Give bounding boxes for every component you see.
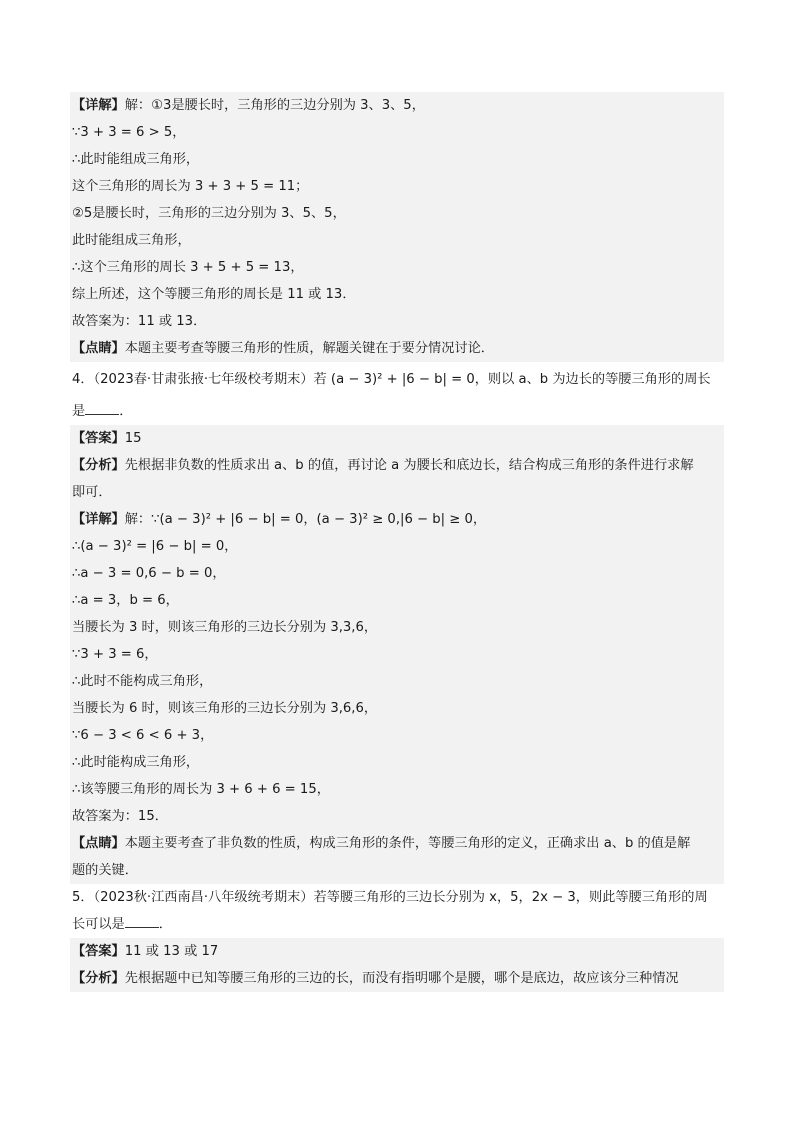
detail-text: 解：①3是腰长时，三角形的三边分别为 3、3、5， bbox=[124, 98, 425, 113]
question-stem: 4．（2023春·甘肃张掖·七年级校考期末）若 (a − 3)² + |6 − b| = 0，则以 a、b 为边长的等腰三角形的周长 bbox=[70, 362, 724, 398]
detail-line: ∴此时不能构成三角形， bbox=[70, 668, 724, 695]
comment-line bbox=[70, 335, 724, 362]
detail-line bbox=[70, 506, 724, 533]
detail-line: ∴此时能组成三角形， bbox=[70, 146, 724, 173]
detail-line: ∴a = 3，b = 6， bbox=[70, 587, 724, 614]
detail-line: ∴此时能构成三角形， bbox=[70, 749, 724, 776]
detail-line: ∵3 + 3 = 6 > 5， bbox=[70, 119, 724, 146]
detail-line: ∴a − 3 = 0,6 − b = 0， bbox=[70, 560, 724, 587]
detail-line: ∵6 − 3 < 6 < 6 + 3， bbox=[70, 722, 724, 749]
question-stem-cont: 是 ． bbox=[70, 398, 724, 425]
analysis-text: 先根据题中已知等腰三角形的三边的长，而没有指明哪个是腰，哪个是底边，故应该分三种情况 bbox=[124, 971, 679, 986]
detail-line: ∴该等腰三角形的周长为 3 + 6 + 6 = 15， bbox=[70, 776, 724, 803]
comment-text: 本题主要考查了非负数的性质，构成三角形的条件，等腰三角形的定义，正确求出 a、b 的值是解 bbox=[124, 836, 691, 851]
analysis-tag: 【分析】 bbox=[72, 971, 125, 986]
answer-line bbox=[70, 425, 724, 452]
answer-blank bbox=[125, 913, 159, 928]
detail-line: 当腰长为 6 时，则该三角形的三边长分别为 3,6,6， bbox=[70, 695, 724, 722]
document-page bbox=[70, 92, 724, 992]
detail-line bbox=[70, 92, 724, 119]
answer-blank bbox=[85, 400, 119, 415]
answer-line bbox=[70, 938, 724, 965]
comment-text: 本题主要考查等腰三角形的性质，解题关键在于要分情况讨论． bbox=[124, 341, 494, 356]
detail-line: ∴这个三角形的周长 3 + 5 + 5 = 13， bbox=[70, 254, 724, 281]
analysis-line bbox=[70, 452, 724, 479]
comment-tag: 【点睛】 bbox=[72, 341, 125, 356]
detail-tag: 【详解】 bbox=[72, 98, 125, 113]
detail-tag: 【详解】 bbox=[72, 512, 125, 527]
comment-line bbox=[70, 830, 724, 857]
question-stem-cont: 长可以是 ． bbox=[70, 911, 724, 938]
answer-text: 11 或 13 或 17 bbox=[124, 944, 219, 959]
comment-line: 题的关键． bbox=[70, 857, 724, 884]
detail-line: 此时能组成三角形， bbox=[70, 227, 724, 254]
analysis-tag: 【分析】 bbox=[72, 458, 125, 473]
analysis-line: 即可． bbox=[70, 479, 724, 506]
detail-line: ∴(a − 3)² = |6 − b| = 0， bbox=[70, 533, 724, 560]
analysis-line bbox=[70, 965, 724, 992]
analysis-text: 先根据非负数的性质求出 a、b 的值，再讨论 a 为腰长和底边长，结合构成三角形的条件进行求解 bbox=[124, 458, 694, 473]
detail-line: 当腰长为 3 时，则该三角形的三边长分别为 3,3,6， bbox=[70, 614, 724, 641]
detail-text: 解：∵(a − 3)² + |6 − b| = 0，(a − 3)² ≥ 0,|6 − b| ≥ 0， bbox=[124, 512, 487, 527]
detail-line: 这个三角形的周长为 3 + 3 + 5 = 11； bbox=[70, 173, 724, 200]
question-stem: 5．（2023秋·江西南昌·八年级统考期末）若等腰三角形的三边长分别为 x，5，2x − 3，则此等腰三角形的周 bbox=[70, 884, 724, 911]
detail-line: 综上所述，这个等腰三角形的周长是 11 或 13． bbox=[70, 281, 724, 308]
comment-tag: 【点睛】 bbox=[72, 836, 125, 851]
answer-text: 15 bbox=[124, 431, 142, 446]
answer-tag: 【答案】 bbox=[72, 431, 125, 446]
detail-line: 故答案为：15． bbox=[70, 803, 724, 830]
detail-line: ∵3 + 3 = 6， bbox=[70, 641, 724, 668]
answer-tag: 【答案】 bbox=[72, 944, 125, 959]
detail-line: ②5是腰长时，三角形的三边分别为 3、5、5， bbox=[70, 200, 724, 227]
detail-line: 故答案为：11 或 13． bbox=[70, 308, 724, 335]
